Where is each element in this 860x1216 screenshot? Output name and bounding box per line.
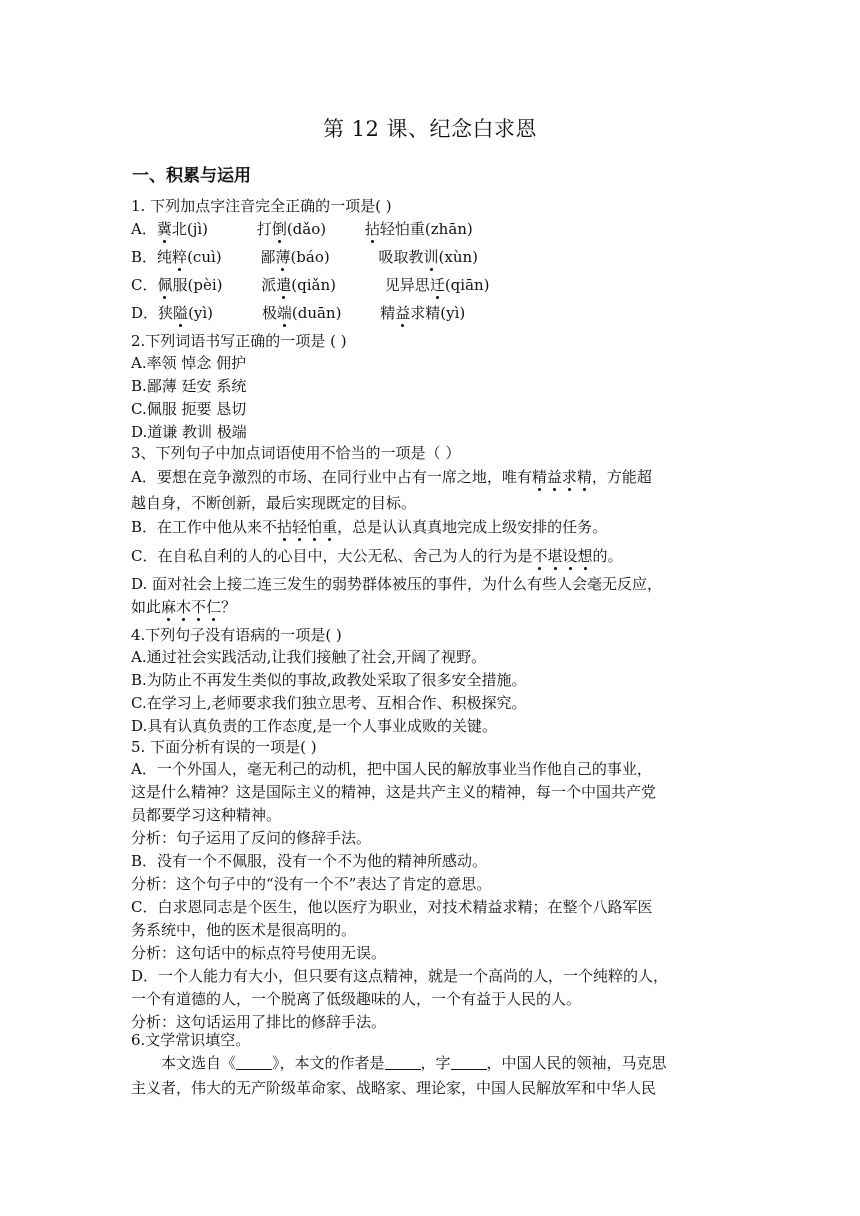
page-title: 第 12 课、纪念白求恩 xyxy=(322,117,538,141)
text: ？ xyxy=(221,598,237,616)
text: 的。 xyxy=(592,547,623,565)
q2-option-b: B.鄙薄 廷安 系统 xyxy=(131,377,247,395)
q5-option-d-line1: D．一个人能力有大小，但只要有这点精神，就是一个高尚的人，一个纯粹的人， xyxy=(131,967,669,985)
text: 服(pèi) xyxy=(172,276,223,294)
dotted-char: 薄 xyxy=(275,248,291,266)
text: 极 xyxy=(261,304,277,322)
option-label: B． xyxy=(131,248,158,266)
q4-option-d: D.具有认真负责的工作态度,是一个人事业成败的关键。 xyxy=(131,717,498,735)
q1-option-a xyxy=(131,218,731,240)
q5-option-d-line2: 一个有道德的人，一个脱离了低级趣味的人，一个有益于人民的人。 xyxy=(131,990,582,1008)
section-heading: 一、积累与运用 xyxy=(132,166,251,186)
blank-author[interactable] xyxy=(385,1053,421,1070)
text: (yì) xyxy=(188,304,214,322)
q3-option-a-cont: 越自身，不断创新，最后实现既定的目标。 xyxy=(131,494,417,512)
q3-option-a xyxy=(131,466,731,488)
dotted-phrase xyxy=(532,468,592,486)
option-item xyxy=(260,246,329,268)
q6-fill-line1 xyxy=(131,1052,761,1074)
text: ，总是认认真真地完成上级安排的任务。 xyxy=(337,518,608,536)
dotted-char: 迁 xyxy=(429,276,445,294)
text: 见异思 xyxy=(384,276,430,294)
text: 鄙 xyxy=(260,248,276,266)
q3-option-d: D. 面对社会上接二连三发生的弱势群体被压的事件，为什么有些人会毫无反应， xyxy=(131,575,663,593)
text: (báo) xyxy=(290,248,330,266)
dotted-char: 重 xyxy=(322,518,338,536)
dotted-char: 隘 xyxy=(173,304,189,322)
text: A．要想在竞争激烈的市场、在同行业中占有一席之地，唯有 xyxy=(131,468,532,486)
q4-option-b: B.为防止不再发生类似的事故,政教处采取了很多安全措施。 xyxy=(131,671,527,689)
text: ，方能超 xyxy=(591,468,652,486)
text: 求精(yì) xyxy=(410,304,466,322)
q2-stem: 2.下列词语书写正确的一项是 ( ) xyxy=(131,332,347,350)
dotted-char: 倒 xyxy=(271,220,287,238)
q5-analysis-b: 分析：这个句子中的“没有一个不”表达了肯定的意思。 xyxy=(131,875,492,893)
blank-book-title[interactable] xyxy=(236,1053,272,1070)
text: 北(jì) xyxy=(171,220,209,238)
dotted-char: 佩 xyxy=(157,276,173,294)
q3-option-c xyxy=(131,545,731,567)
text: 打 xyxy=(256,220,272,238)
dotted-char: 精 xyxy=(576,468,592,486)
q3-option-b xyxy=(131,516,731,538)
q2-option-a: A.率领 悼念 佣护 xyxy=(131,354,247,372)
q5-option-a-line2: 这是什么精神？这是国际主义的精神，这是共产主义的精神，每一个中国共产党 xyxy=(131,783,657,801)
q1-option-c xyxy=(131,274,731,296)
option-label: D． xyxy=(131,304,159,322)
dotted-char: 求 xyxy=(561,468,577,486)
text: 狭 xyxy=(158,304,174,322)
dotted-char: 拈 xyxy=(364,220,380,238)
dotted-char: 遣 xyxy=(276,276,292,294)
text: (qiǎn) xyxy=(291,276,337,294)
text: 轻怕重(zhān) xyxy=(379,220,473,238)
dotted-char: 益 xyxy=(546,468,562,486)
text: ，中国人民的领袖，马克思 xyxy=(486,1054,667,1072)
dotted-char: 不 xyxy=(191,598,207,616)
option-item xyxy=(365,218,473,240)
option-item xyxy=(379,246,479,268)
q5-option-b: B．没有一个不佩服，没有一个不为他的精神所感动。 xyxy=(131,852,488,870)
option-label: C． xyxy=(131,276,158,294)
q5-option-c-line1: C．白求恩同志是个医生，他以医疗为职业，对技术精益求精；在整个八路军医 xyxy=(131,898,653,916)
dotted-char: 粹 xyxy=(172,248,188,266)
dotted-char: 冀 xyxy=(156,220,172,238)
text: 吸取教 xyxy=(378,248,424,266)
option-item xyxy=(380,302,465,324)
q5-option-a-line3: 员都要学习这种精神。 xyxy=(131,806,282,824)
text: 派 xyxy=(261,276,277,294)
text: (xùn) xyxy=(438,248,479,266)
blank-courtesy-name[interactable] xyxy=(451,1053,487,1070)
q5-stem: 5. 下面分析有误的一项是( ) xyxy=(131,738,317,756)
text: (qiān) xyxy=(444,276,490,294)
q1-option-b xyxy=(131,246,731,268)
option-item xyxy=(385,274,490,296)
q5-option-a-line1: A．一个外国人，毫无利己的动机，把中国人民的解放事业当作他自己的事业， xyxy=(131,760,652,778)
q2-option-c: C.佩服 扼要 恳切 xyxy=(131,400,247,418)
q4-stem: 4.下列句子没有语病的一项是( ) xyxy=(131,626,342,644)
dotted-char: 不 xyxy=(532,547,548,565)
dotted-char: 想 xyxy=(577,547,593,565)
dotted-char: 轻 xyxy=(292,518,308,536)
text: (cuì) xyxy=(187,248,222,266)
text: ，字 xyxy=(420,1054,451,1072)
q3-option-d-cont xyxy=(131,596,731,618)
q5-analysis-c: 分析：这句话中的标点符号使用无误。 xyxy=(131,944,387,962)
dotted-char: 麻 xyxy=(161,598,177,616)
dotted-char: 精 xyxy=(531,468,547,486)
text: 本文选自《 xyxy=(161,1054,237,1072)
dotted-char: 益 xyxy=(395,304,411,322)
option-item xyxy=(257,218,326,240)
q5-analysis-d: 分析：这句话运用了排比的修辞手法。 xyxy=(131,1013,387,1031)
dotted-char: 设 xyxy=(562,547,578,565)
q5-analysis-a: 分析：句子运用了反问的修辞手法。 xyxy=(131,829,372,847)
option-label: A． xyxy=(131,220,157,238)
text: (duān) xyxy=(291,304,342,322)
q6-fill-line2: 主义者，伟大的无产阶级革命家、战略家、理论家，中国人民解放军和中华人民 xyxy=(131,1079,657,1097)
dotted-char: 木 xyxy=(176,598,192,616)
q1-option-d xyxy=(131,302,731,324)
dotted-phrase xyxy=(161,598,221,616)
text: 》，本文的作者是 xyxy=(272,1054,385,1072)
dotted-phrase xyxy=(277,518,337,536)
q4-option-c: C.在学习上,老师要求我们独立思考、互相合作、积极探究。 xyxy=(131,694,527,712)
option-item xyxy=(262,302,342,324)
text: 如此 xyxy=(131,598,162,616)
text: C．在自私自利的人的心目中，大公无私、舍己为人的行为是 xyxy=(131,547,533,565)
dotted-char: 拈 xyxy=(277,518,293,536)
dotted-char: 怕 xyxy=(307,518,323,536)
dotted-char: 端 xyxy=(276,304,292,322)
q4-option-a: A.通过社会实践活动,让我们接触了社会,开阔了视野。 xyxy=(131,648,487,666)
dotted-char: 仁 xyxy=(206,598,222,616)
text: (dǎo) xyxy=(286,220,327,238)
dotted-char: 堪 xyxy=(547,547,563,565)
text: B．在工作中他从来不 xyxy=(131,518,278,536)
q1-stem: 1. 下列加点字注音完全正确的一项是( ) xyxy=(131,197,392,215)
q5-option-c-line2: 务系统中，他的医术是很高明的。 xyxy=(131,921,357,939)
dotted-phrase xyxy=(532,547,592,565)
dotted-char: 训 xyxy=(423,248,439,266)
q6-stem: 6.文学常识填空。 xyxy=(131,1031,251,1049)
q3-stem: 3、下列句子中加点词语使用不恰当的一项是（ ） xyxy=(131,444,461,462)
option-item xyxy=(261,274,336,296)
q2-option-d: D.道谦 教训 极端 xyxy=(131,423,247,441)
text: 纯 xyxy=(157,248,173,266)
text: 精 xyxy=(380,304,396,322)
